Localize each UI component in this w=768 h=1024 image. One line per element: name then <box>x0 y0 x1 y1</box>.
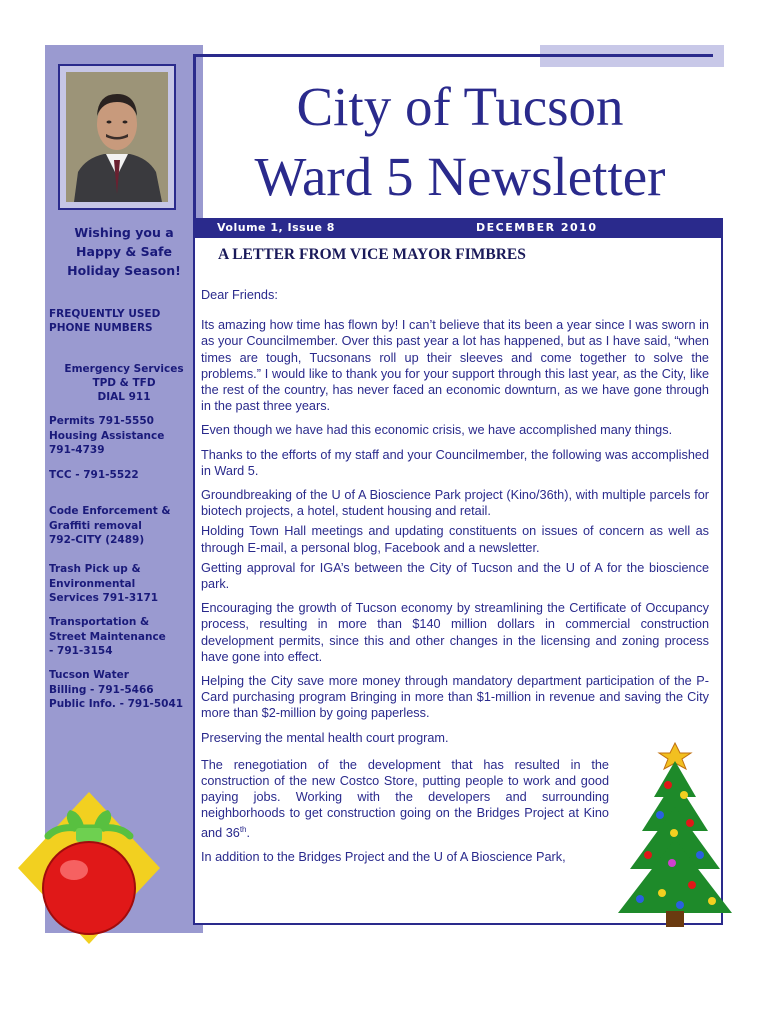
paragraph-costco <box>201 757 609 841</box>
costco-superscript: th <box>239 824 247 834</box>
holiday-greeting <box>49 223 199 280</box>
portrait-photo <box>66 72 168 202</box>
phone-line: Housing Assistance <box>49 429 165 442</box>
paragraph: Groundbreaking of the U of A Bioscience Park project (Kino/36th), with multiple parcels for biotech projects, a hotel, student housing and retail. <box>201 488 709 519</box>
phone-group-water <box>49 668 203 712</box>
phones-title-line: FREQUENTLY USED <box>49 308 161 320</box>
emergency-line: TPD & TFD <box>92 377 156 389</box>
paragraph: Getting approval for IGA’s between the City of Tucson and the U of A for the bioscience park. <box>201 560 709 592</box>
masthead-line: City of Tucson <box>296 76 624 137</box>
masthead-line: Ward 5 Newsletter <box>254 146 666 207</box>
phones-title-line: PHONE NUMBERS <box>49 322 153 334</box>
greeting-line: Happy & Safe <box>76 244 172 259</box>
paragraph: Holding Town Hall meetings and updating constituents on issues of concern as well as through E-mail, a personal blog, Facebook and a newsletter. <box>201 524 709 555</box>
article-headline: A LETTER FROM VICE MAYOR FIMBRES <box>218 246 526 263</box>
phone-line: Billing - 791-5466 <box>49 683 154 696</box>
christmas-tree-icon <box>612 735 738 935</box>
phone-group-tcc <box>49 468 203 483</box>
phone-line: Trash Pick up & <box>49 563 141 575</box>
issue-bar <box>193 218 723 238</box>
phone-group-transportation <box>49 615 203 659</box>
phone-group-code-enforcement <box>49 504 203 548</box>
greeting-line: Holiday Season! <box>67 263 181 278</box>
phone-line: Permits 791-5550 <box>49 415 154 427</box>
paragraph: Helping the City save more money through mandatory department participation of the P-Card purchasing program Bringing in more than $1-million in revenue and saving the City more than $2-million by going paperless. <box>201 674 709 721</box>
phone-line: Code Enforcement & <box>49 505 171 517</box>
paragraph: Its amazing how time has flown by! I can’t believe that its been a year since I was sworn in as your Councilmember. Over this past year a lot has happened, but as I have said, “when times are tough, Tucsonans roll up their sleeves and come together to solve the problems.” I would like to thank you for your support through this last year, as the City, like the rest of the country, has never faced an economic downturn, as we have gone through in the past three years. <box>201 318 709 414</box>
emergency-line: DIAL 911 <box>97 391 151 403</box>
paragraph: Thanks to the efforts of my staff and your Councilmember, the following was accomplished in Ward 5. <box>201 447 709 478</box>
costco-end: . <box>246 825 251 840</box>
paragraph: Encouraging the growth of Tucson economy by streamlining the Certificate of Occupancy process, resulting in more than $140 million dollars in commercial construction development permits, since this and other changes in the licensing and zoning process have gone into effect. <box>201 601 709 664</box>
emergency-services <box>49 362 199 404</box>
phone-line: Street Maintenance <box>49 630 166 643</box>
costco-text: The renegotiation of the development that has resulted in the construction of the new Costco Store, putting people to work and good paying jobs. Working with the developers and surrounding neighborhoods to get construction going on the Bridges Project at Kino and 36 <box>201 757 609 840</box>
masthead-vertical-rule <box>193 54 196 219</box>
phone-line: Environmental <box>49 577 136 590</box>
phone-line: TCC - 791-5522 <box>49 469 139 481</box>
emergency-line: Emergency Services <box>64 363 184 375</box>
phone-group-trash <box>49 562 203 606</box>
ornament-icon <box>18 792 160 944</box>
paragraph: Even though we have had this economic crisis, we have accomplished many things. <box>201 423 673 438</box>
phone-line: 792-CITY (2489) <box>49 534 145 546</box>
phone-line: Tucson Water <box>49 669 129 681</box>
salutation: Dear Friends: <box>201 288 278 302</box>
phone-line: 791-4739 <box>49 444 105 456</box>
portrait-frame <box>58 64 176 210</box>
phone-line: Services 791-3171 <box>49 592 159 604</box>
phone-line: - 791-3154 <box>49 645 113 657</box>
issue-volume: Volume 1, Issue 8 <box>217 221 335 234</box>
paragraph: Preserving the mental health court program. <box>201 730 449 745</box>
greeting-line: Wishing you a <box>74 225 174 240</box>
phone-line: Transportation & <box>49 616 150 628</box>
masthead-rule <box>193 54 713 57</box>
phone-line: Public Info. - 791-5041 <box>49 698 184 710</box>
phone-numbers-title <box>49 307 201 335</box>
issue-date: DECEMBER 2010 <box>476 221 598 234</box>
masthead-title <box>200 72 720 212</box>
paragraph-last: In addition to the Bridges Project and the U of A Bioscience Park, <box>201 850 566 865</box>
phone-group-permits <box>49 414 203 458</box>
phone-line: Graffiti removal <box>49 519 142 532</box>
